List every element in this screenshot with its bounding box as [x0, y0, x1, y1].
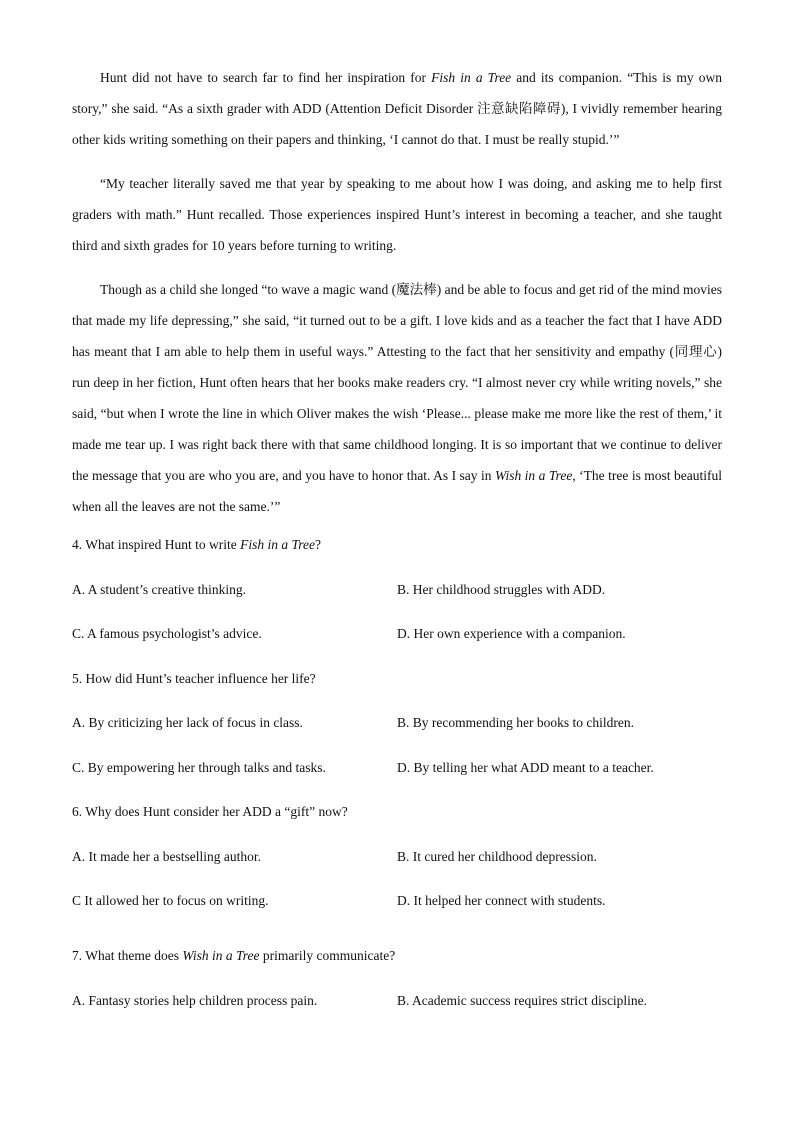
- question-4-stem: [72, 535, 722, 580]
- paragraph-text: , ‘The tree is most beautiful when all the leaves are not the same.’”: [72, 468, 722, 514]
- question-5-options-row-2: [72, 758, 722, 803]
- passage-paragraph-1: [72, 62, 722, 155]
- question-6-option-c[interactable]: C It allowed her to focus on writing.: [72, 893, 269, 908]
- question-7-option-b[interactable]: B. Academic success requires strict discipline.: [397, 992, 648, 1008]
- question-6-option-b[interactable]: B. It cured her childhood depression.: [397, 848, 597, 864]
- question-5-option-b[interactable]: B. By recommending her books to children.: [397, 715, 634, 730]
- question-5-options-row-1: [72, 713, 722, 758]
- paragraph-text: Though as a child she longed “to wave a magic wand (魔法棒) and be able to focus and get rid of the mind movies that made my life depressing,” she said, “it turned out to be a gift. I love kids and as a teacher the fact that I have ADD has meant that I am able to help them in useful ways.” Attesting to the fact that her sensitivity and empathy (同理心) run deep in her fiction, Hunt often hears that her books make readers cry. “I almost never cry while writing novels,” she said, “but when I wrote the line in which Oliver makes the wish ‘Please... please make me more like the rest of them,’ it made me tear up. I was right back there with that same childhood longing. It is so important that we continue to deliver the message that you are who you are, and you have to honor that. As I say in: [72, 282, 722, 483]
- question-4-option-a[interactable]: A. A student’s creative thinking.: [72, 581, 246, 597]
- document-page: [72, 62, 722, 1035]
- book-title: Wish in a Tree: [494, 468, 573, 483]
- question-4-option-d[interactable]: D. Her own experience with a companion.: [397, 626, 626, 641]
- book-title: Fish in a Tree: [431, 70, 512, 85]
- question-4-options-row-2: [72, 624, 722, 669]
- question-text: primarily communicate?: [259, 948, 396, 963]
- paragraph-text: and its companion. “This is my own story,” she said. “As a sixth grader with ADD (Attention Deficit Disorder 注意缺陷障碍), I vividly remember hearing other kids writing something on their papers and thinking, ‘I cannot do that. I must be really stupid.’”: [72, 70, 722, 147]
- question-6-stem: [72, 802, 722, 847]
- question-5-option-a[interactable]: A. By criticizing her lack of focus in class.: [72, 715, 303, 730]
- question-6-options-row-2: [72, 891, 722, 946]
- question-text: 6. Why does Hunt consider her ADD a “gift” now?: [72, 804, 348, 819]
- book-title: Wish in a Tree: [182, 948, 260, 963]
- question-text: 5. How did Hunt’s teacher influence her life?: [72, 670, 316, 686]
- question-7-stem: [72, 946, 722, 991]
- question-5-stem: [72, 669, 722, 714]
- question-4-options-row-1: [72, 580, 722, 625]
- question-7-options-row-1: [72, 991, 722, 1036]
- passage-paragraph-2: “My teacher literally saved me that year by speaking to me about how I was doing, and asking me to help first graders with math.” Hunt recalled. Those experiences inspired Hunt’s interest in becoming a teacher, and she taught third and sixth grades for 10 years before turning to writing.: [72, 176, 722, 253]
- question-5-option-c[interactable]: C. By empowering her through talks and tasks.: [72, 759, 326, 775]
- question-4-option-c[interactable]: C. A famous psychologist’s advice.: [72, 626, 262, 641]
- question-6-option-a[interactable]: A. It made her a bestselling author.: [72, 848, 261, 864]
- question-4-option-b[interactable]: B. Her childhood struggles with ADD.: [397, 581, 606, 597]
- question-6-options-row-1: [72, 847, 722, 892]
- question-7-option-a[interactable]: A. Fantasy stories help children process pain.: [72, 992, 318, 1008]
- book-title: Fish in a Tree: [240, 537, 315, 552]
- question-text: ?: [315, 537, 321, 552]
- question-text: 4. What inspired Hunt to write: [72, 537, 241, 552]
- passage-paragraph-3: [72, 274, 722, 522]
- question-5-option-d[interactable]: D. By telling her what ADD meant to a teacher.: [397, 759, 654, 775]
- question-6-option-d[interactable]: D. It helped her connect with students.: [397, 893, 606, 908]
- question-text: 7. What theme does: [72, 948, 183, 963]
- paragraph-text: Hunt did not have to search far to find her inspiration for: [100, 70, 432, 85]
